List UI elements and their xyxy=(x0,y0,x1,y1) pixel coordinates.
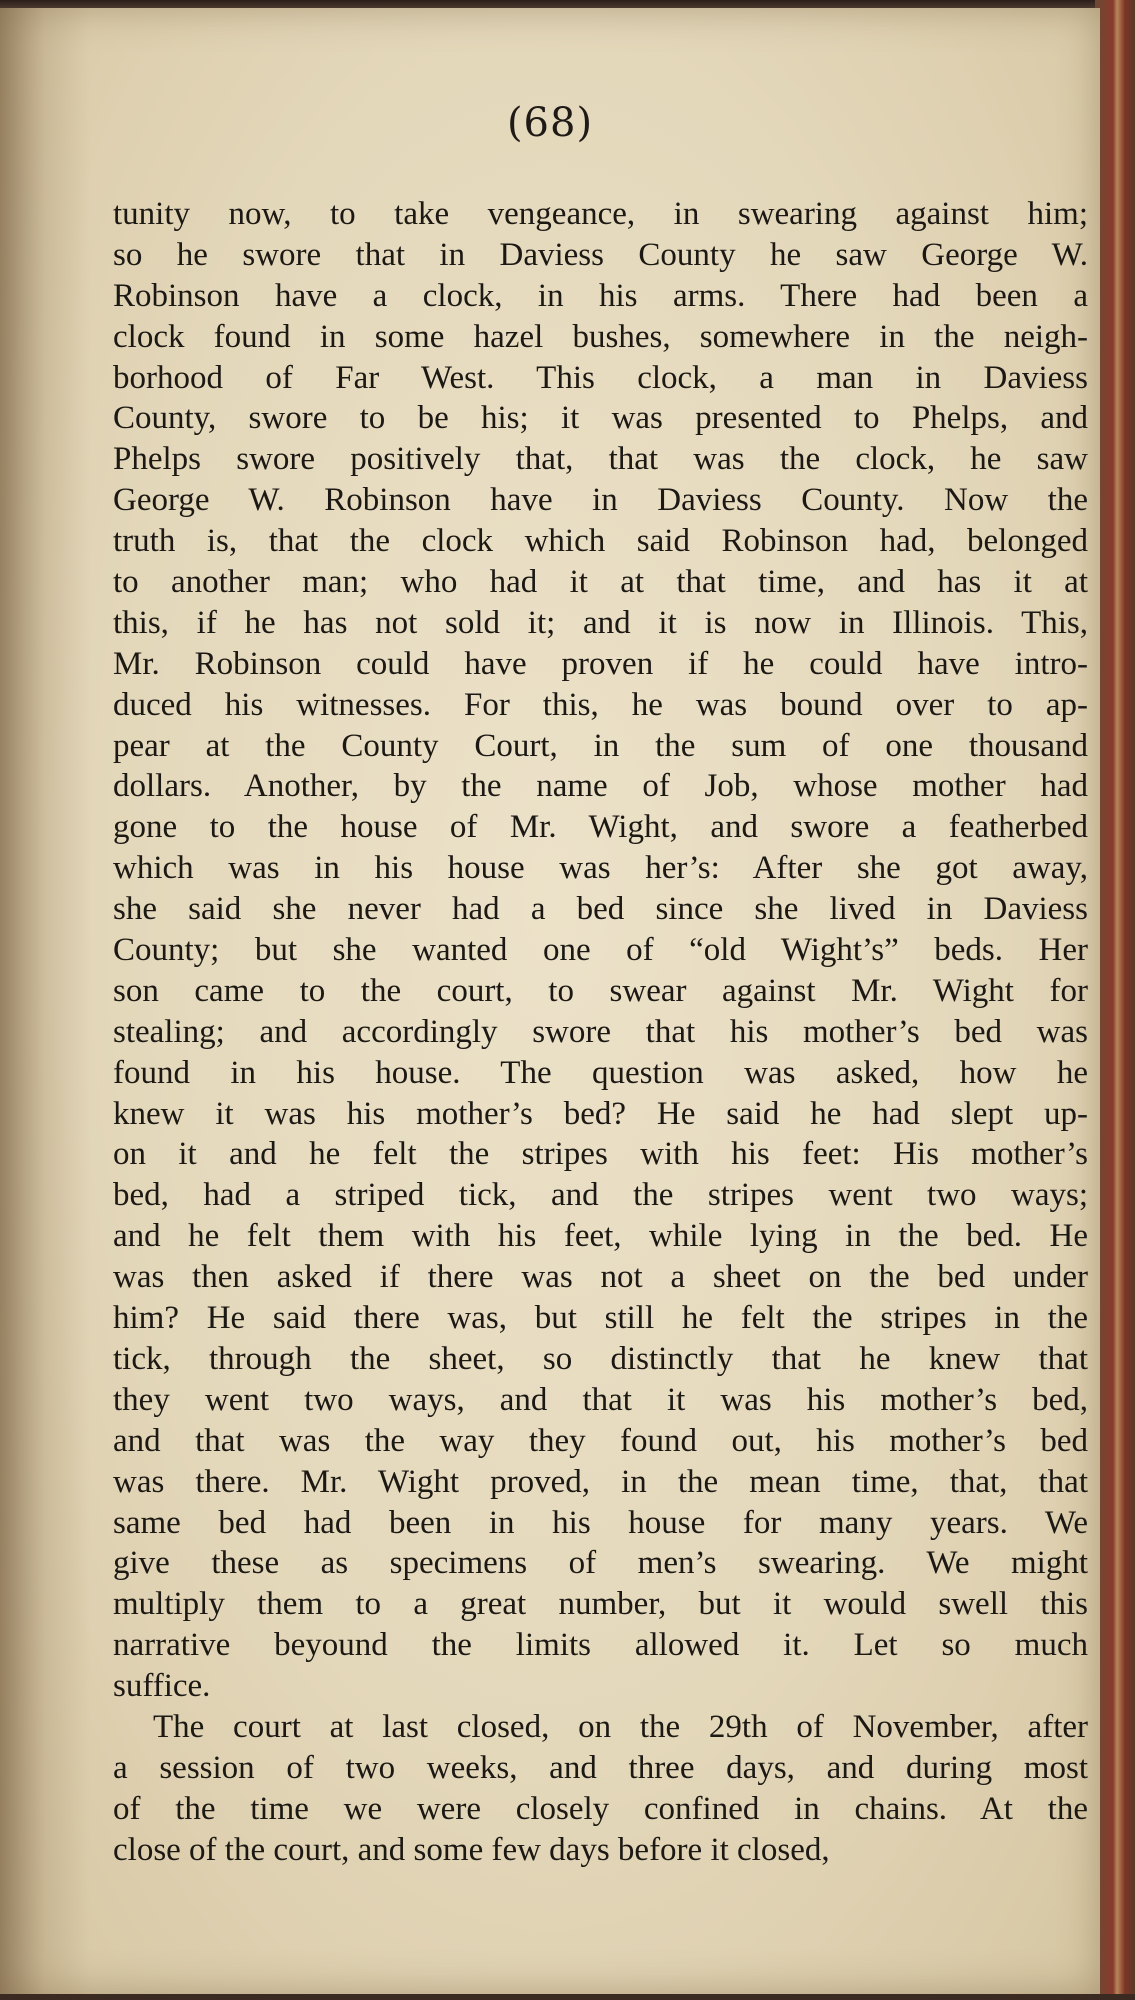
text-line: Phelps swore positively that, that was the clock, he saw xyxy=(113,441,1088,478)
text-line: County; but she wanted one of “old Wight’s” beds. Her xyxy=(113,932,1088,969)
text-line: found in his house. The question was asked, how he xyxy=(113,1054,1088,1091)
text-line: gone to the house of Mr. Wight, and swore a featherbed xyxy=(113,809,1088,846)
text-line: County, swore to be his; it was presented to Phelps, and xyxy=(113,400,1088,437)
text-line: son came to the court, to swear against Mr. Wight for xyxy=(113,972,1088,1009)
text-line: him? He said there was, but still he felt the stripes in the xyxy=(113,1300,1088,1337)
text-line: stealing; and accordingly swore that his mother’s bed was xyxy=(113,1013,1088,1050)
text-line: on it and he felt the stripes with his feet: His mother’s xyxy=(113,1136,1088,1173)
text-line: The court at last closed, on the 29th of November, after xyxy=(153,1708,1088,1745)
text-line: a session of two weeks, and three days, and during most xyxy=(113,1749,1088,1786)
text-line: this, if he has not sold it; and it is now in Illinois. This, xyxy=(113,604,1088,641)
text-line: which was in his house was her’s: After she got away, xyxy=(113,850,1088,887)
text-line: to another man; who had it at that time, and has it at xyxy=(113,564,1088,601)
text-line: of the time we were closely confined in chains. At the xyxy=(113,1790,1088,1827)
text-line: truth is, that the clock which said Robinson had, belonged xyxy=(113,523,1088,560)
book-bottom-edge xyxy=(0,1994,1135,2000)
book-cover-edge xyxy=(1095,0,1135,2000)
text-line: tick, through the sheet, so distinctly that he knew that xyxy=(113,1340,1088,1377)
text-line: multiply them to a great number, but it would swell this xyxy=(113,1586,1088,1623)
binding-shadow xyxy=(0,8,90,1994)
text-line: they went two ways, and that it was his mother’s bed, xyxy=(113,1381,1088,1418)
text-line: Mr. Robinson could have proven if he could have intro- xyxy=(113,645,1088,682)
text-line: and he felt them with his feet, while lying in the bed. He xyxy=(113,1218,1088,1255)
text-line: bed, had a striped tick, and the stripes went two ways; xyxy=(113,1177,1088,1214)
text-line: was there. Mr. Wight proved, in the mean time, that, that xyxy=(113,1463,1088,1500)
text-line: so he swore that in Daviess County he saw George W. xyxy=(113,236,1088,273)
text-line: same bed had been in his house for many years. We xyxy=(113,1504,1088,1541)
text-line: borhood of Far West. This clock, a man in Daviess xyxy=(113,359,1088,396)
page-number: (68) xyxy=(506,100,594,146)
body-text xyxy=(113,194,1088,1871)
book-page xyxy=(0,8,1100,1994)
text-line: tunity now, to take vengeance, in swearing against him; xyxy=(113,196,1088,232)
text-line: suffice. xyxy=(113,1668,211,1705)
text-line: duced his witnesses. For this, he was bound over to ap- xyxy=(113,686,1088,723)
text-line: dollars. Another, by the name of Job, whose mother had xyxy=(113,768,1088,805)
text-line: was then asked if there was not a sheet on the bed under xyxy=(113,1259,1088,1296)
text-line: narrative beyound the limits allowed it. Let so much xyxy=(113,1627,1088,1664)
text-line: pear at the County Court, in the sum of one thousand xyxy=(113,727,1088,764)
text-line: Robinson have a clock, in his arms. There had been a xyxy=(113,277,1088,314)
text-line: she said she never had a bed since she lived in Daviess xyxy=(113,891,1088,928)
text-line: clock found in some hazel bushes, somewhere in the neigh- xyxy=(113,318,1088,355)
text-line: George W. Robinson have in Daviess County. Now the xyxy=(113,482,1088,519)
text-line: close of the court, and some few days before it closed, xyxy=(113,1831,830,1868)
text-line: and that was the way they found out, his mother’s bed xyxy=(113,1422,1088,1459)
text-line: give these as specimens of men’s swearing. We might xyxy=(113,1545,1088,1582)
text-line: knew it was his mother’s bed? He said he had slept up- xyxy=(113,1095,1088,1132)
